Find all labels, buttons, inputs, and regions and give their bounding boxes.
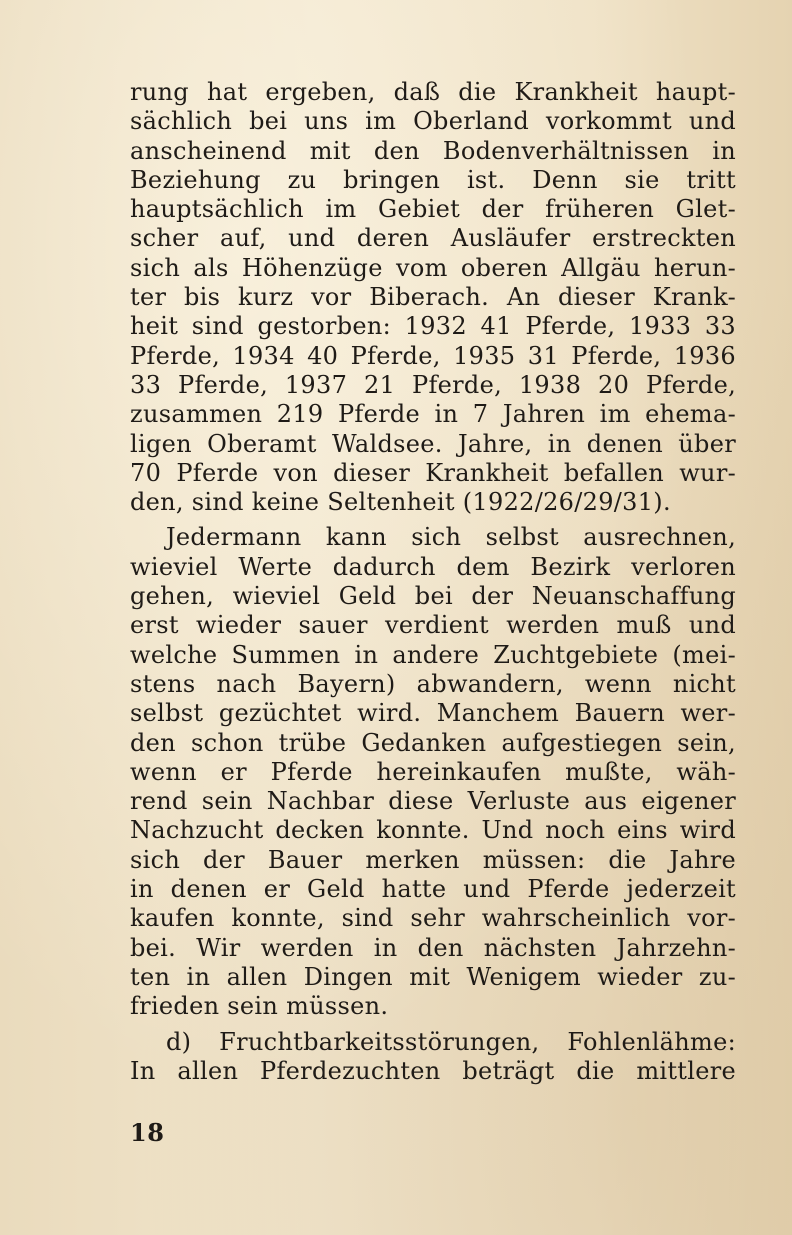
text-line: bei. Wir werden in den nächsten Jahrzehn- <box>130 933 736 962</box>
text-line: ter bis kurz vor Biberach. An dieser Krank- <box>130 283 736 312</box>
section-heading-line: d) Fruchtbarkeitsstörungen, Fohlenlähme: <box>166 1027 736 1056</box>
text-line: welche Summen in andere Zuchtgebiete (mei- <box>130 640 736 669</box>
text-line: rend sein Nachbar diese Verluste aus eigener <box>130 787 736 816</box>
text-line: den, sind keine Seltenheit (1922/26/29/31). <box>130 488 671 517</box>
text-line: in denen er Geld hatte und Pferde jederzeit <box>130 875 736 904</box>
text-line: heit sind gestorben: 1932 41 Pferde, 1933 33 <box>130 312 736 341</box>
text-line: sich als Höhenzüge vom oberen Allgäu herun- <box>130 253 736 282</box>
text-line: In allen Pferdezuchten beträgt die mittlere <box>130 1056 736 1085</box>
text-line: anscheinend mit den Bodenverhältnissen in <box>130 136 736 165</box>
text-line: stens nach Bayern) abwandern, wenn nicht <box>130 669 736 698</box>
text-line: zusammen 219 Pferde in 7 Jahren im ehema- <box>130 400 736 429</box>
text-line: wenn er Pferde hereinkaufen mußte, wäh- <box>130 757 736 786</box>
text-line: ligen Oberamt Waldsee. Jahre, in denen über <box>130 429 736 458</box>
text-line: Nachzucht decken konnte. Und noch eins wird <box>130 816 736 845</box>
text-line: 33 Pferde, 1937 21 Pferde, 1938 20 Pferde, <box>130 370 736 399</box>
text-line: den schon trübe Gedanken aufgestiegen sein, <box>130 728 736 757</box>
paragraph-1 <box>130 78 736 517</box>
page-number: 18 <box>130 1118 165 1147</box>
text-line: selbst gezüchtet wird. Manchem Bauern wer- <box>130 699 736 728</box>
text-line: sächlich bei uns im Oberland vorkommt und <box>130 107 736 136</box>
text-line: Jedermann kann sich selbst ausrechnen, <box>166 523 736 552</box>
text-line: Beziehung zu bringen ist. Denn sie tritt <box>130 165 736 194</box>
text-line: sich der Bauer merken müssen: die Jahre <box>130 845 736 874</box>
text-line: frieden sein müssen. <box>130 992 389 1021</box>
text-line: Pferde, 1934 40 Pferde, 1935 31 Pferde, 1936 <box>130 341 736 370</box>
text-line: rung hat ergeben, daß die Krankheit haupt- <box>130 78 736 106</box>
text-line: scher auf, und deren Ausläufer erstreckten <box>130 224 736 253</box>
text-line: 70 Pferde von dieser Krankheit befallen wur- <box>130 458 736 487</box>
text-line: hauptsächlich im Gebiet der früheren Glet- <box>130 195 736 224</box>
body-text <box>130 78 736 1086</box>
text-line: ten in allen Dingen mit Wenigem wieder zu- <box>130 962 736 991</box>
text-line: kaufen konnte, sind sehr wahrscheinlich vor- <box>130 904 736 933</box>
paragraph-2 <box>130 523 736 1021</box>
paragraph-3 <box>130 1028 736 1087</box>
text-line: gehen, wieviel Geld bei der Neuanschaffung <box>130 582 736 611</box>
text-line: erst wieder sauer verdient werden muß und <box>130 611 736 640</box>
text-line: wieviel Werte dadurch dem Bezirk verloren <box>130 552 736 581</box>
